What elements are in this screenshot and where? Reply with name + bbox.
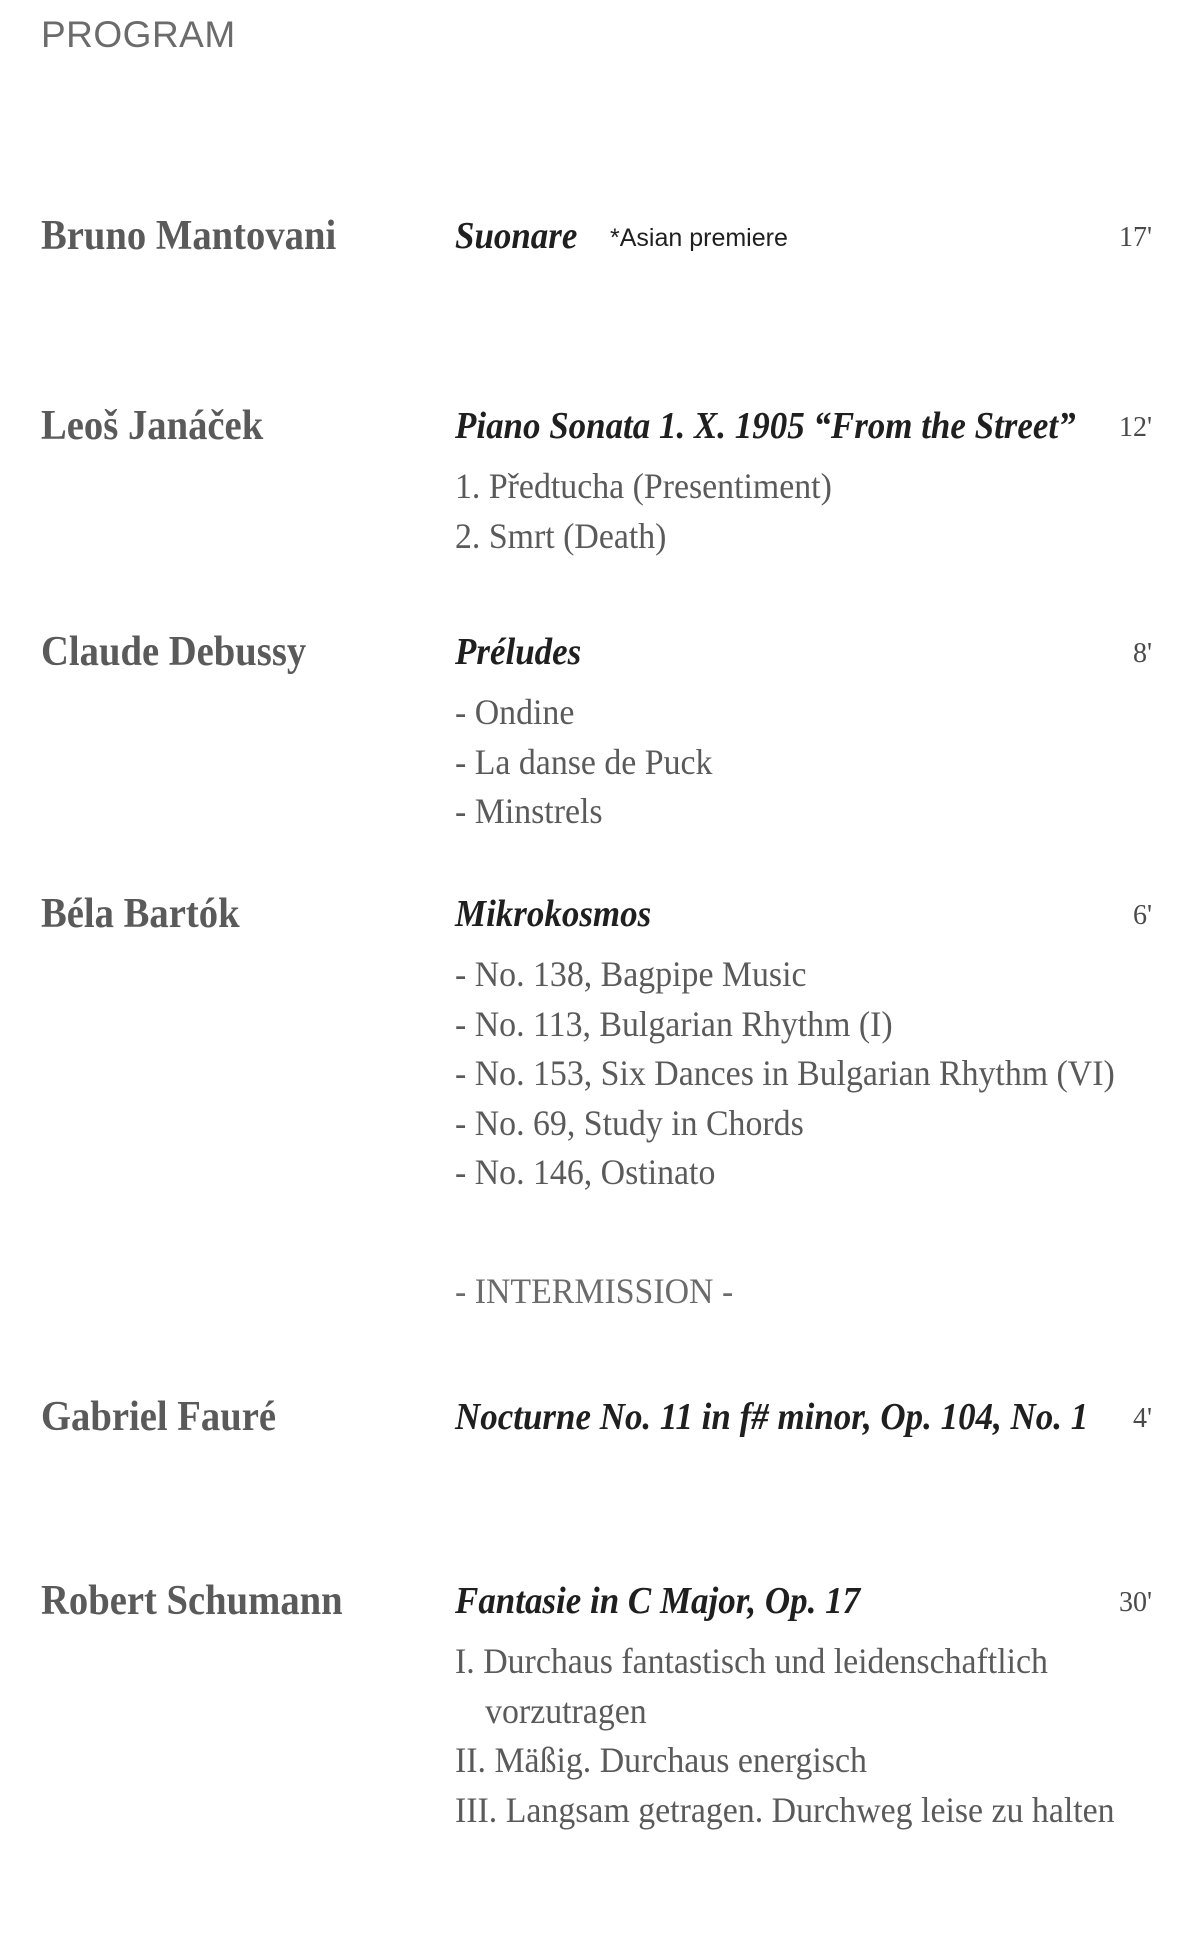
work-duration: 8' [1132, 638, 1152, 669]
movement-item: - Ondine [455, 692, 575, 732]
intermission-label: - INTERMISSION - [455, 1271, 734, 1311]
composer-name: Leoš Janáček [41, 403, 264, 449]
work-duration: 17' [1118, 222, 1152, 253]
composer-name: Robert Schumann [41, 1578, 343, 1624]
movement-list [455, 688, 729, 837]
composer-name: Gabriel Fauré [41, 1394, 277, 1440]
movement-item: - La danse de Puck [455, 741, 713, 782]
movement-item: I. Durchaus fantastisch und leidenschaftlich [455, 1641, 1048, 1681]
movement-item: II. Mäßig. Durchaus energisch [455, 1740, 867, 1780]
movement-item: - No. 153, Six Dances in Bulgarian Rhythm (VI) [455, 1053, 1115, 1093]
work-title: Fantasie in C Major, Op. 17 [455, 1580, 861, 1622]
movement-item: - No. 138, Bagpipe Music [455, 954, 807, 994]
movement-list [455, 462, 856, 561]
movement-item: - Minstrels [455, 791, 603, 831]
composer-name: Béla Bartók [41, 891, 240, 937]
movement-item: - No. 113, Bulgarian Rhythm (I) [455, 1003, 893, 1044]
work-title: Mikrokosmos [455, 893, 652, 935]
movement-item: 1. Předtucha (Presentiment) [455, 466, 832, 506]
program-heading: PROGRAM [41, 14, 236, 55]
movement-item: - No. 146, Ostinato [455, 1152, 716, 1192]
work-duration: 30' [1118, 1587, 1152, 1618]
composer-name: Claude Debussy [41, 629, 307, 675]
movement-item-continuation: vorzutragen [485, 1690, 647, 1731]
movement-item: III. Langsam getragen. Durchweg leise zu halten [455, 1789, 1115, 1830]
premiere-note: *Asian premiere [610, 224, 788, 252]
work-duration: 6' [1132, 900, 1152, 931]
movement-list [455, 950, 1157, 1198]
movement-item: - No. 69, Study in Chords [455, 1102, 804, 1143]
work-duration: 12' [1118, 412, 1152, 443]
work-title: Suonare [455, 215, 578, 257]
work-duration: 4' [1132, 1403, 1152, 1434]
work-title: Préludes [455, 631, 582, 673]
work-title: Piano Sonata 1. X. 1905 “From the Street” [455, 405, 1076, 447]
composer-name: Bruno Mantovani [41, 213, 337, 259]
work-title: Nocturne No. 11 in f# minor, Op. 104, No. 1 [455, 1396, 1089, 1438]
movement-item: 2. Smrt (Death) [455, 515, 667, 556]
movement-list [455, 1637, 1157, 1835]
